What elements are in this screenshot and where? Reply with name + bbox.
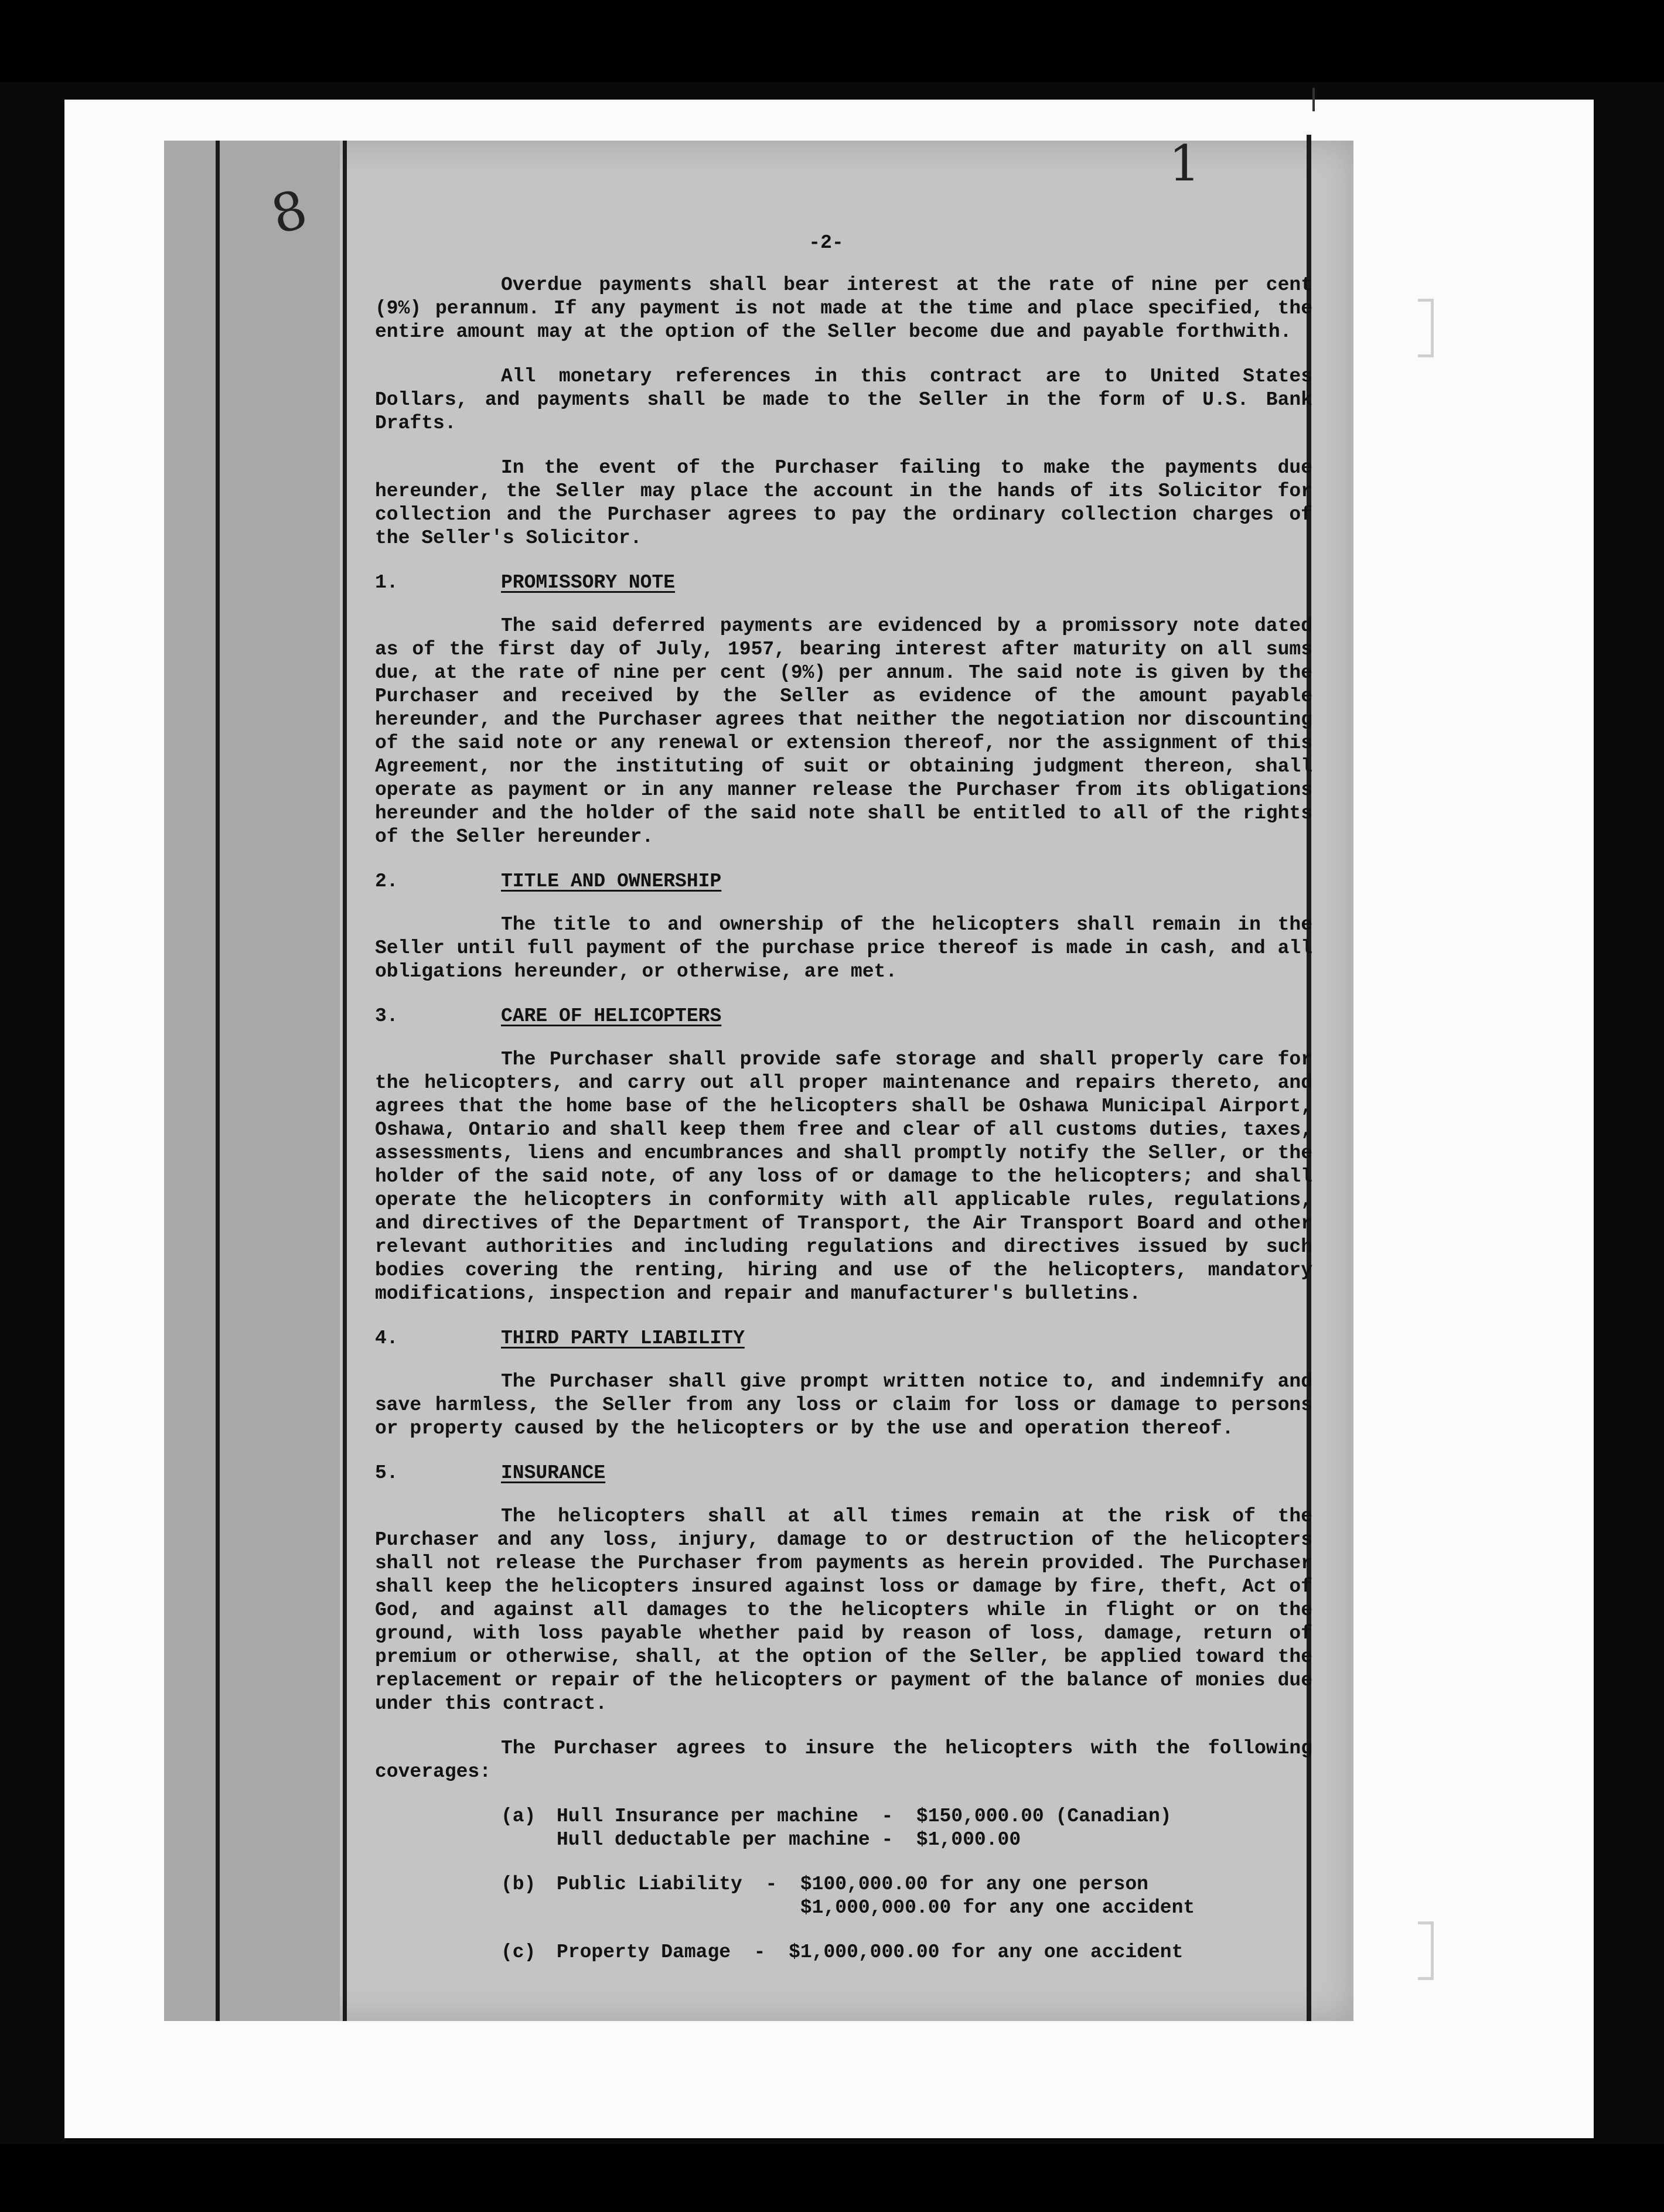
page-number: -2-	[809, 232, 844, 254]
paragraph-monetary: All monetary references in this contract are to United States Dollars, and payments shall be made to the Seller in the form of U.S. Bank Drafts.	[375, 366, 1312, 434]
section-heading	[375, 571, 1312, 595]
section-paragraph: The Purchaser shall provide safe storage and shall properly care for the helicopters, and carry out all proper maintenance and repairs thereto, and agrees that the home base of the helicopters shall be Oshawa Municipal Airport, Oshawa, Ontario and shall keep them free and clear of all customs duties, taxes, assessments, liens and encumbrances and shall promptly notify the Seller, or the holder of the said note, of any loss of or damage to the helicopters; and shall operate the helicopters in conformity with all applicable rules, regulations, and directives of the Department of Transport, the Air Transport Board and other relevant authorities and including regulations and directives issued by such bodies covering the renting, hiring and use of the helicopters, mandatory modifications, inspection and repair and manufacturer's bulletins.	[375, 1049, 1312, 1305]
handwritten-mark-top: 1	[1169, 135, 1202, 192]
coverage-line: $1,000,000.00 for any one accident	[557, 1897, 1195, 1919]
paragraph-overdue: Overdue payments shall bear interest at the rate of nine per cent (9%) perannum. If any payment is not made at the time and place specified, the entire amount may at the option of the Seller become due and payable forthwith.	[375, 274, 1312, 343]
paragraph-collection: In the event of the Purchaser failing to make the payments due hereunder, the Seller may place the account in the hands of its Solicitor for collection and the Purchaser agrees to pay the ordinary collection charges of the Seller's Solicitor.	[375, 457, 1312, 549]
section-heading	[375, 870, 1312, 893]
coverage-line: Hull Insurance per machine - $150,000.00 (Canadian)	[557, 1805, 1172, 1827]
margin-rule-inner	[343, 141, 347, 2021]
margin-rule-left	[216, 141, 220, 2021]
section-paragraph: The title to and ownership of the helicopters shall remain in the Seller until full payment of the purchase price thereof is made in cash, and all obligations hereunder, or otherwise, are met.	[375, 914, 1312, 982]
corner-bracket-top	[1418, 299, 1434, 357]
section-number: 1.	[375, 572, 398, 593]
section-paragraph: The said deferred payments are evidenced by a promissory note dated as of the first day of July, 1957, bearing interest after maturity on all sums due, at the rate of nine per cent (9%) per annum. The said note is given by the Purchaser and received by the Seller as evidence of the amount payable hereunder, and the Purchaser agrees that neither the negotiation nor discounting of the said note or any renewal or extension thereof, nor the assignment of this Agreement, nor the instituting of suit or obtaining judgment thereon, shall operate as payment or in any manner release the Purchaser from its obligations hereunder and the holder of the said note shall be entitled to all of the rights of the Seller hereunder.	[375, 615, 1312, 848]
section-number: 4.	[375, 1327, 398, 1349]
coverage-line: Property Damage - $1,000,000.00 for any one accident	[557, 1941, 1184, 1963]
section-heading	[375, 1462, 1312, 1485]
section-number: 2.	[375, 871, 398, 892]
film-border-top	[0, 0, 1664, 82]
coverage-letter: (c)	[501, 1941, 536, 1963]
coverage-line: Public Liability - $100,000.00 for any one person	[557, 1873, 1148, 1895]
coverage-item	[375, 1805, 1312, 1852]
section-paragraph: The Purchaser shall give prompt written notice to, and indemnify and save harmless, the Seller from any loss or claim for loss or damage to persons or property caused by the helicopters or by the use and operation thereof.	[375, 1371, 1312, 1439]
section-paragraph: The Purchaser agrees to insure the helicopters with the following coverages:	[375, 1737, 1312, 1783]
tick-mark	[1312, 88, 1315, 111]
coverage-letter: (b)	[501, 1873, 536, 1895]
film-border-bottom	[0, 2144, 1664, 2212]
section-number: 5.	[375, 1462, 398, 1484]
section-title: CARE OF HELICOPTERS	[501, 1005, 722, 1027]
corner-bracket-bottom	[1418, 1921, 1434, 1980]
section-title: PROMISSORY NOTE	[501, 572, 676, 593]
section-paragraph: The helicopters shall at all times remain at the risk of the Purchaser and any loss, injury, damage to or destruction of the helicopters shall not release the Purchaser from payments as herein provided. The Purchaser shall keep the helicopters insured against loss or damage by fire, theft, Act of God, and against all damages to the helicopters while in flight or on the ground, with loss payable whether paid by reason of loss, damage, return of premium or otherwise, shall, at the option of the Seller, be applied toward the replacement or repair of the helicopters or payment of the balance of monies due under this contract.	[375, 1506, 1312, 1715]
section-title: TITLE AND OWNERSHIP	[501, 871, 722, 892]
section-title: THIRD PARTY LIABILITY	[501, 1327, 745, 1349]
coverage-item	[375, 1873, 1312, 1920]
coverage-line: Hull deductable per machine - $1,000.00	[557, 1829, 1021, 1851]
coverage-item	[375, 1941, 1312, 1964]
handwritten-mark-left: 8	[265, 178, 313, 247]
margin-strip	[164, 141, 340, 2021]
section-heading	[375, 1327, 1312, 1350]
section-number: 3.	[375, 1005, 398, 1027]
section-heading	[375, 1005, 1312, 1028]
coverage-letter: (a)	[501, 1805, 536, 1827]
document-body	[375, 231, 1312, 1985]
section-title: INSURANCE	[501, 1462, 606, 1484]
